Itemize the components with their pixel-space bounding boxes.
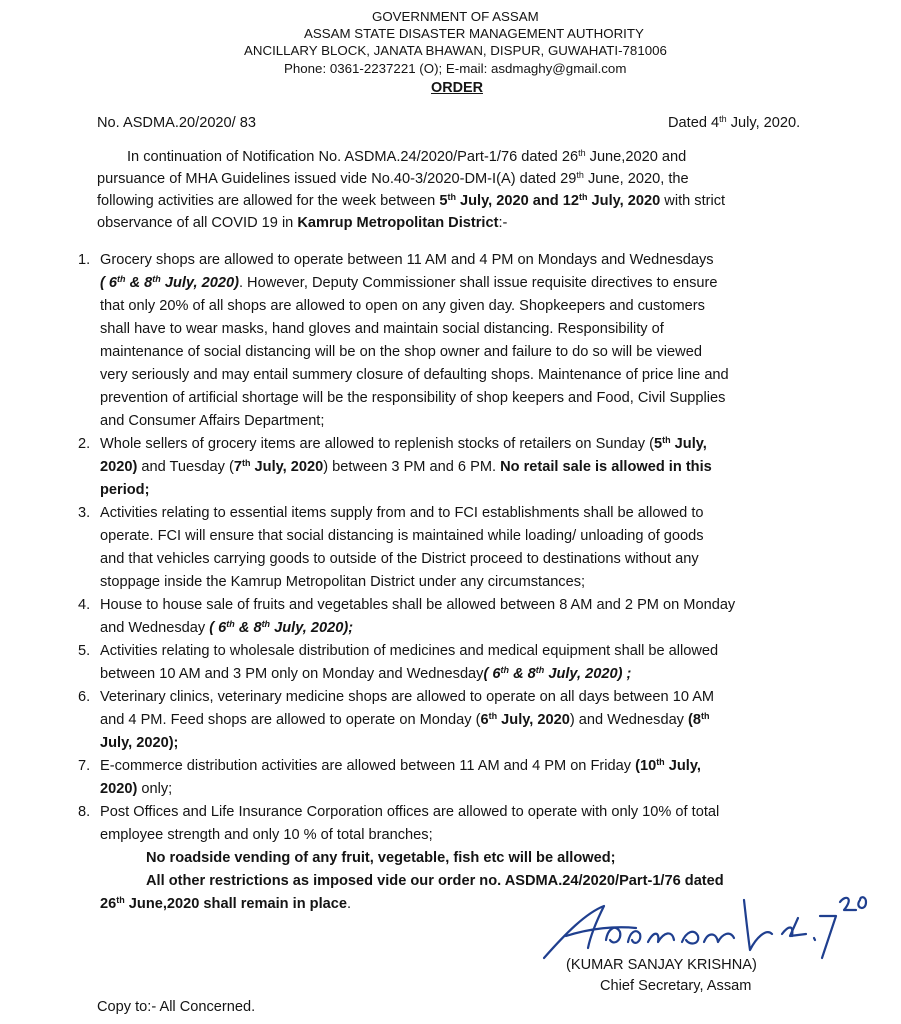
item-number: 3.: [78, 505, 91, 521]
item-4-line-1: House to house sale of fruits and vegetables shall be allowed between 8 AM and 2 PM on Monday: [100, 597, 736, 613]
item-number: 8.: [78, 804, 91, 820]
intro-line-3: following activities are allowed for the week between 5th July, 2020 and 12th July, 2020 with strict: [97, 192, 726, 209]
signature-stroke: [566, 927, 636, 936]
closing-line-2: All other restrictions as imposed vide our order no. ASDMA.24/2020/Part-1/76 dated: [146, 873, 724, 889]
item-8-line-1: Post Offices and Life Insurance Corporation offices are allowed to operate with only 10% of total: [100, 804, 720, 820]
signatory-designation: Chief Secretary, Assam: [600, 978, 752, 994]
signature-stroke: [606, 928, 620, 943]
signature-stroke: [790, 918, 806, 936]
intro-line-4: observance of all COVID 19 in Kamrup Metropolitan District:-: [97, 215, 508, 231]
signature-stroke: [840, 898, 856, 910]
intro-line-1: In continuation of Notification No. ASDMA.24/2020/Part-1/76 dated 26th June,2020 and: [127, 148, 687, 165]
closing-line-3: 26th June,2020 shall remain in place.: [100, 895, 352, 912]
header-contact: Phone: 0361-2237221 (O); E-mail: asdmaghy@gmail.com: [284, 61, 627, 76]
item-3-line-4: stoppage inside the Kamrup Metropolitan District under any circumstances;: [100, 574, 586, 590]
item-7-line-1: E-commerce distribution activities are allowed between 11 AM and 4 PM on Friday (10th July,: [100, 757, 701, 774]
signature-stroke: [628, 931, 640, 943]
item-3-line-2: operate. FCI will ensure that social distancing is maintained while loading/ unloading of goods: [100, 528, 704, 544]
signature-stroke: [744, 900, 772, 950]
signature-stroke: [704, 934, 734, 942]
item-8-line-2: employee strength and only 10 % of total branches;: [100, 827, 433, 843]
signature-stroke: [648, 933, 674, 942]
order-date: Dated 4th July, 2020.: [668, 114, 801, 131]
header-government: GOVERNMENT OF ASSAM: [372, 9, 539, 24]
order-number: No. ASDMA.20/2020/ 83: [97, 115, 257, 131]
item-6-line-1: Veterinary clinics, veterinary medicine shops are allowed to operate on all days between 10 AM: [100, 689, 715, 705]
item-7-line-2: 2020) only;: [100, 781, 173, 797]
item-5-line-2: between 10 AM and 3 PM only on Monday and Wednesday( 6th & 8th July, 2020) ;: [100, 665, 632, 682]
item-5-line-1: Activities relating to wholesale distribution of medicines and medical equipment shall be allowed: [100, 643, 719, 659]
handwritten-signature: [536, 888, 881, 968]
item-number: 2.: [78, 436, 91, 452]
intro-line-2: pursuance of MHA Guidelines issued vide No.40-3/2020-DM-I(A) dated 29th June, 2020, the: [97, 170, 689, 187]
signature-stroke: [858, 897, 866, 908]
header-address: ANCILLARY BLOCK, JANATA BHAWAN, DISPUR, GUWAHATI-781006: [244, 43, 667, 58]
item-number: 7.: [78, 758, 91, 774]
item-1-line-4: shall have to wear masks, hand gloves and maintain social distancing. Responsibility of: [100, 321, 664, 337]
item-number: 1.: [78, 252, 91, 268]
item-2-line-2: 2020) and Tuesday (7th July, 2020) between 3 PM and 6 PM. No retail sale is allowed in this: [100, 458, 712, 475]
item-number: 6.: [78, 689, 91, 705]
item-1-line-8: and Consumer Affairs Department;: [100, 413, 325, 429]
item-2-line-3: period;: [100, 482, 150, 498]
item-1-line-3: that only 20% of all shops are allowed to open on any given day. Shopkeepers and customers: [100, 298, 705, 314]
item-4-line-2: and Wednesday ( 6th & 8th July, 2020);: [100, 619, 354, 636]
order-title: ORDER: [431, 80, 483, 96]
item-1-line-2: ( 6th & 8th July, 2020). However, Deputy Commissioner shall issue requisite directives to ensure: [100, 274, 718, 291]
item-6-line-2: and 4 PM. Feed shops are allowed to operate on Monday (6th July, 2020) and Wednesday (8th: [100, 711, 710, 728]
signature-stroke: [544, 906, 604, 958]
item-number: 5.: [78, 643, 91, 659]
item-1-line-6: very seriously and may entail summery closure of defaulting shops. Maintenance of price line and: [100, 367, 729, 383]
item-1-line-7: prevention of artificial shortage will be the responsibility of shop keepers and Food, Civil Supplies: [100, 390, 726, 406]
item-6-line-3: July, 2020);: [100, 735, 179, 751]
copy-to: Copy to:- All Concerned.: [97, 999, 256, 1015]
item-3-line-1: Activities relating to essential items supply from and to FCI establishments shall be allowed to: [100, 505, 704, 521]
item-2-line-1: Whole sellers of grocery items are allowed to replenish stocks of retailers on Sunday (5th July,: [100, 435, 707, 452]
item-1-line-5: maintenance of social distancing will be on the shop owner and failure to do so will be viewed: [100, 344, 702, 360]
closing-line-1: No roadside vending of any fruit, vegetable, fish etc will be allowed;: [146, 850, 616, 866]
item-3-line-3: and that vehicles carrying goods to outside of the District proceed to destinations without any: [100, 551, 699, 567]
item-number: 4.: [78, 597, 91, 613]
signature-stroke: [814, 938, 815, 940]
signature-stroke: [820, 916, 836, 958]
header-authority: ASSAM STATE DISASTER MANAGEMENT AUTHORITY: [304, 26, 644, 41]
signature-stroke: [682, 932, 698, 944]
item-1-line-1: Grocery shops are allowed to operate between 11 AM and 4 PM on Mondays and Wednesdays: [100, 252, 714, 268]
signatory-name: (KUMAR SANJAY KRISHNA): [566, 957, 757, 973]
